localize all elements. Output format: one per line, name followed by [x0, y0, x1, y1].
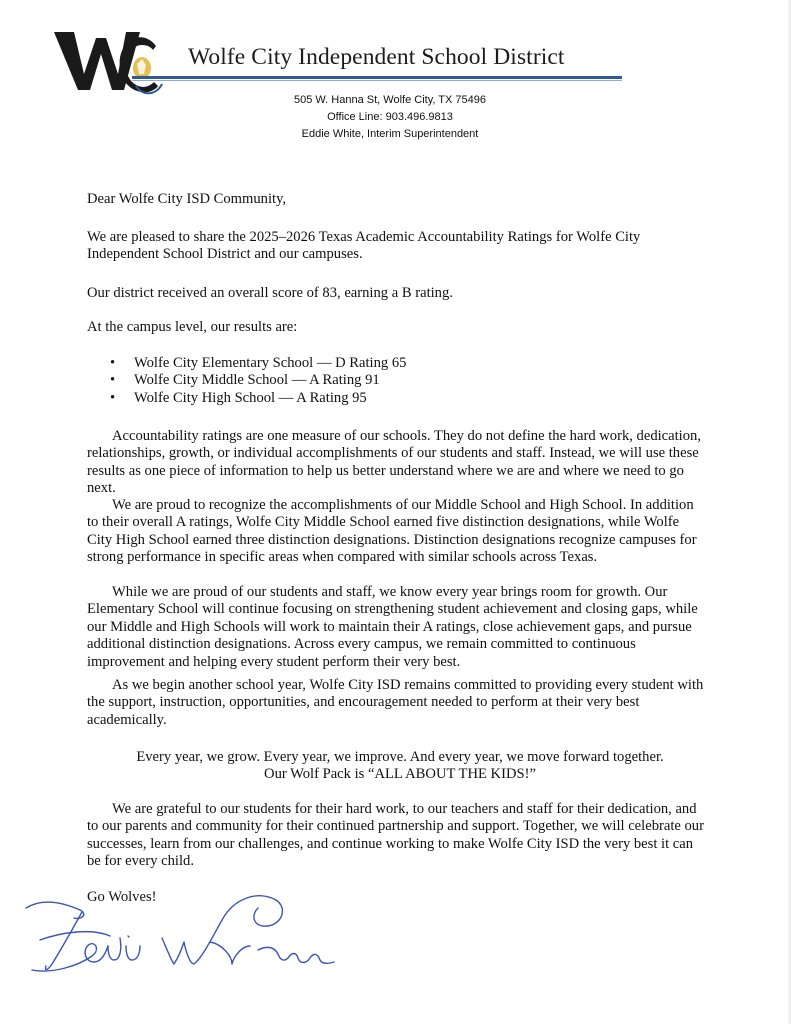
gratitude-paragraph: We are grateful to our students for their hard work, to our teachers and staff for their dedication, and to our parents and community for their continued partnership and support. Together, we will celebrate our successes, learn from our challenges, and continue working to make Wolfe City ISD the very best it can be for every child. — [87, 801, 704, 870]
page-edge-shadow — [787, 0, 791, 1024]
growth-paragraph: While we are proud of our students and staff, we know every year brings room for growth. Our Elementary School will continue focusing on strengthening student achievement and closing gaps, while our Middle and High Schools will work to maintain their A ratings, close achievement gaps, and pursue additional distinction designations. Across every campus, we remain committed to continuous improvement and helping every student perform their very best. — [87, 584, 698, 670]
campus-ratings-list — [110, 355, 406, 407]
greeting: Dear Wolfe City ISD Community, — [87, 191, 287, 207]
campus-rating-item: • Wolfe City High School — A Rating 95 — [110, 390, 406, 407]
address-line: 505 W. Hanna St, Wolfe City, TX 75496 — [294, 94, 486, 106]
accountability-paragraph: Accountability ratings are one measure of our schools. They do not define the hard work, dedication, relationships, growth, or individual accomplishments of our students and staff. Instead, we will use these results as one piece of information to help us better understand where we are and where we need to go next. — [87, 428, 701, 497]
district-logo — [52, 26, 164, 100]
handwritten-signature — [22, 880, 352, 980]
campus-rating-item: • Wolfe City Middle School — A Rating 91 — [110, 372, 406, 389]
title-rule-thin — [132, 80, 622, 81]
office-phone-line: Office Line: 903.496.9813 — [327, 111, 453, 123]
motto-line-2: Our Wolf Pack is “ALL ABOUT THE KIDS!” — [264, 766, 536, 782]
campus-intro-paragraph: At the campus level, our results are: — [87, 319, 298, 335]
motto-line-1: Every year, we grow. Every year, we improve. And every year, we move forward together. — [136, 749, 664, 765]
closing-line: Go Wolves! — [87, 889, 157, 905]
superintendent-line: Eddie White, Interim Superintendent — [301, 128, 479, 140]
district-name: Wolfe City Independent School District — [188, 44, 565, 70]
distinction-paragraph: We are proud to recognize the accomplishments of our Middle School and High School. In addition to their overall A ratings, Wolfe City Middle School earned five distinction designations, while Wolfe City High School earned three distinction designations. Distinction designations recognize campuses for strong performance in specific areas when compared with similar schools across Texas. — [87, 497, 697, 566]
school-year-paragraph: As we begin another school year, Wolfe City ISD remains committed to providing every student with the support, instruction, opportunities, and encouragement needed to perform at their very best academically. — [87, 677, 704, 728]
title-rule — [132, 76, 622, 79]
campus-rating-item: • Wolfe City Elementary School — D Rating 65 — [110, 355, 406, 372]
letterhead-contact — [240, 92, 540, 143]
intro-paragraph: We are pleased to share the 2025–2026 Texas Academic Accountability Ratings for Wolfe City Independent School District and our campuses. — [87, 229, 641, 263]
district-score-paragraph: Our district received an overall score of 83, earning a B rating. — [87, 285, 453, 301]
